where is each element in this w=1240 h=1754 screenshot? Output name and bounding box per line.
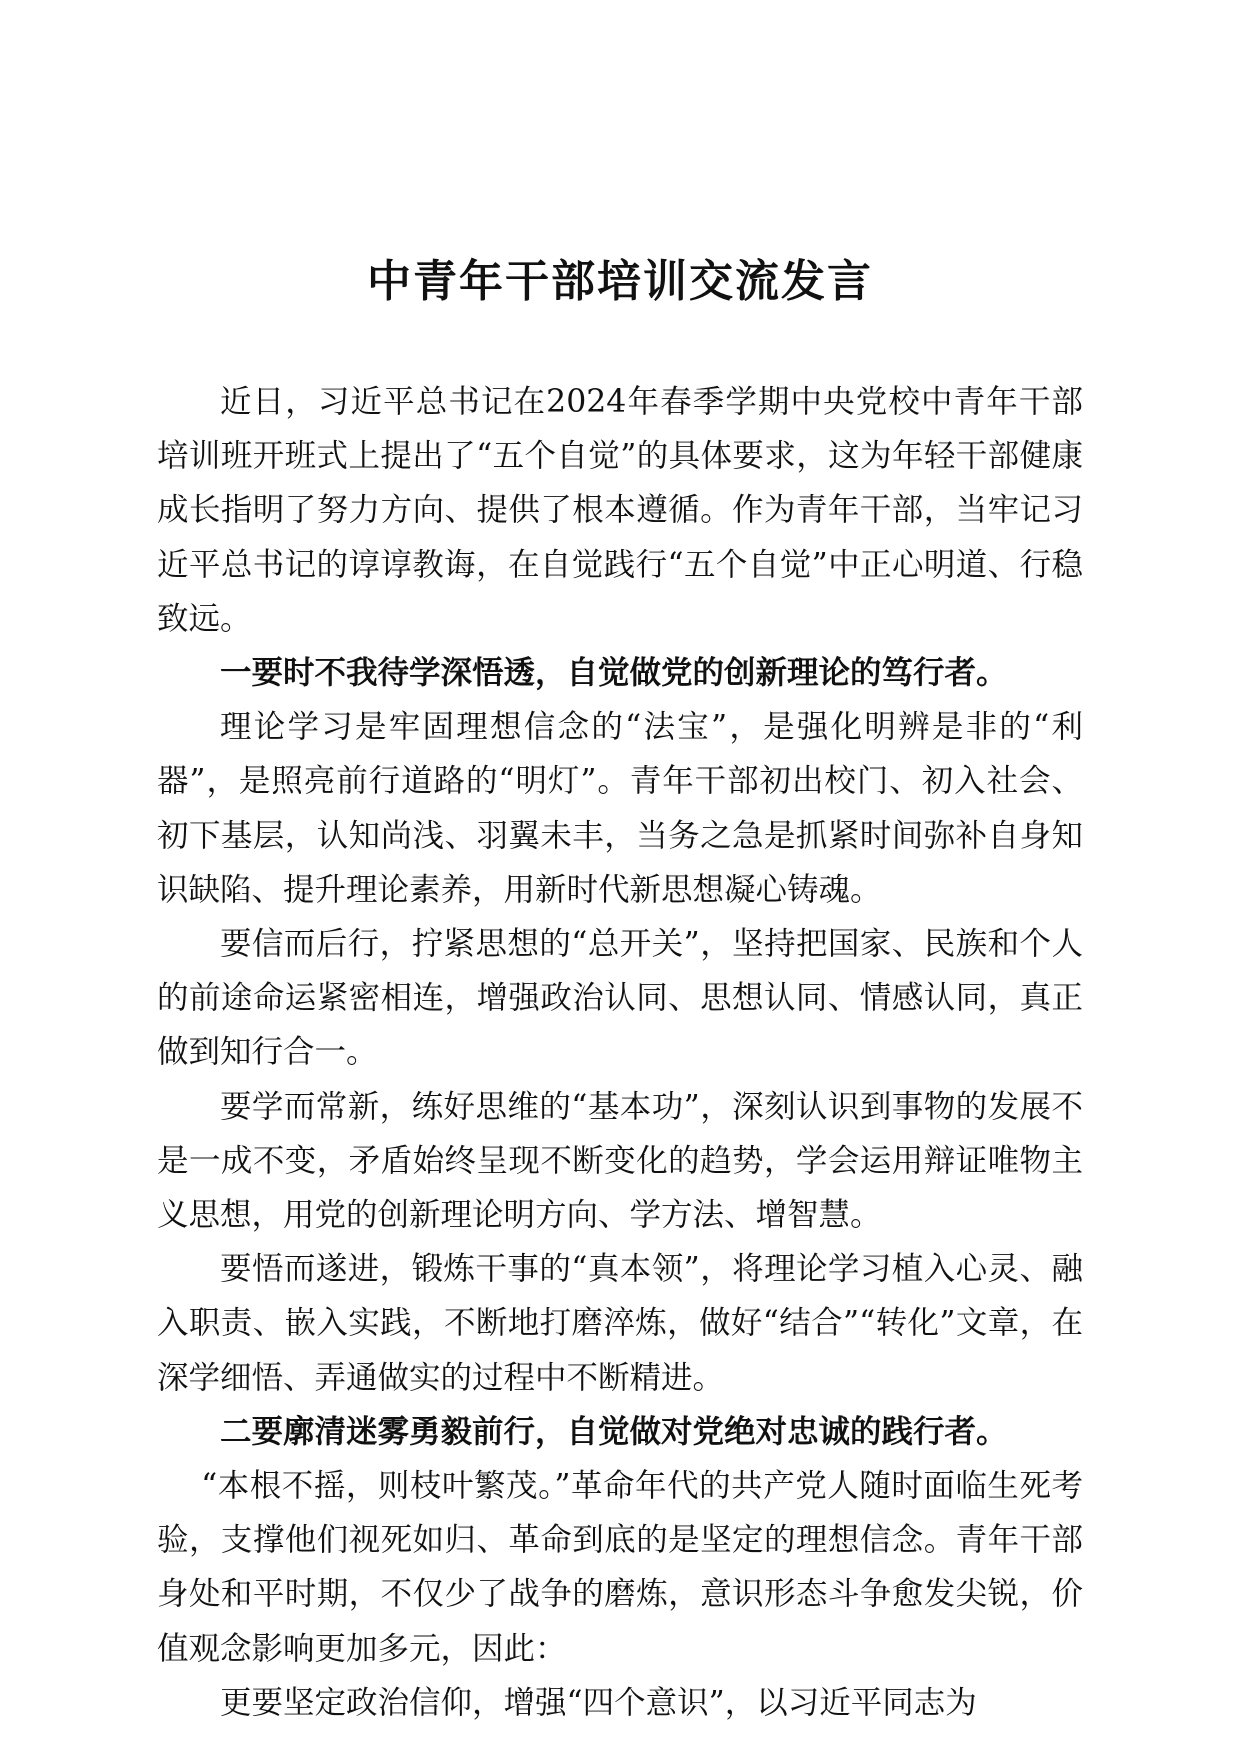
document-body — [157, 375, 1083, 1730]
document-title: 中青年干部培训交流发言 — [367, 256, 873, 307]
section-heading-2: 二要廓清迷雾勇毅前行，自觉做对党绝对忠诚的践行者。 — [220, 1412, 1008, 1450]
paragraph-believe-then-act: 要信而后行，拧紧思想的“总开关”，坚持把国家、民族和个人的前途命运紧密相连，增强政治认同、思想认同、情感认同，真正做到知行合一。 — [157, 926, 1083, 1071]
paragraph-intro: 近日，习近平总书记在2024年春季学期中央党校中青年干部培训班开班式上提出了“五个自觉”的具体要求，这为年轻干部健康成长指明了努力方向、提供了根本遵循。作为青年干部，当牢记习近平总书记的谆谆教诲，在自觉践行“五个自觉”中正心明道、行稳致远。 — [157, 384, 1083, 637]
paragraph-political-belief: 更要坚定政治信仰，增强“四个意识”，以习近平同志为 — [220, 1684, 977, 1721]
paragraph-learn-and-renew: 要学而常新，练好思维的“基本功”，深刻认识到事物的发展不是一成不变，矛盾始终呈现不断变化的趋势，学会运用辩证唯物主义思想，用党的创新理论明方向、学方法、增智慧。 — [157, 1088, 1083, 1234]
paragraph-theory-study: 理论学习是牢固理想信念的“法宝”，是强化明辨是非的“利器”，是照亮前行道路的“明灯”。青年干部初出校门、初入社会、初下基层，认知尚浅、羽翼未丰，当务之急是抓紧时间弥补自身知识缺陷、提升理论素养，用新时代新思想凝心铸魂。 — [157, 709, 1083, 908]
paragraph-understand-and-advance: 要悟而遂进，锻炼干事的“真本领”，将理论学习植入心灵、融入职责、嵌入实践，不断地打磨淬炼，做好“结合”“转化”文章，在深学细悟、弄通做实的过程中不断精进。 — [157, 1251, 1083, 1396]
paragraph-root-quote: “本根不摇，则枝叶繁茂。”革命年代的共产党人随时面临生死考验，支撑他们视死如归、革命到底的是坚定的理想信念。青年干部身处和平时期，不仅少了战争的磨炼，意识形态斗争愈发尖锐，价值观念影响更加多元，因此： — [157, 1468, 1083, 1667]
section-heading-1: 一要时不我待学深悟透，自觉做党的创新理论的笃行者。 — [220, 654, 1008, 692]
